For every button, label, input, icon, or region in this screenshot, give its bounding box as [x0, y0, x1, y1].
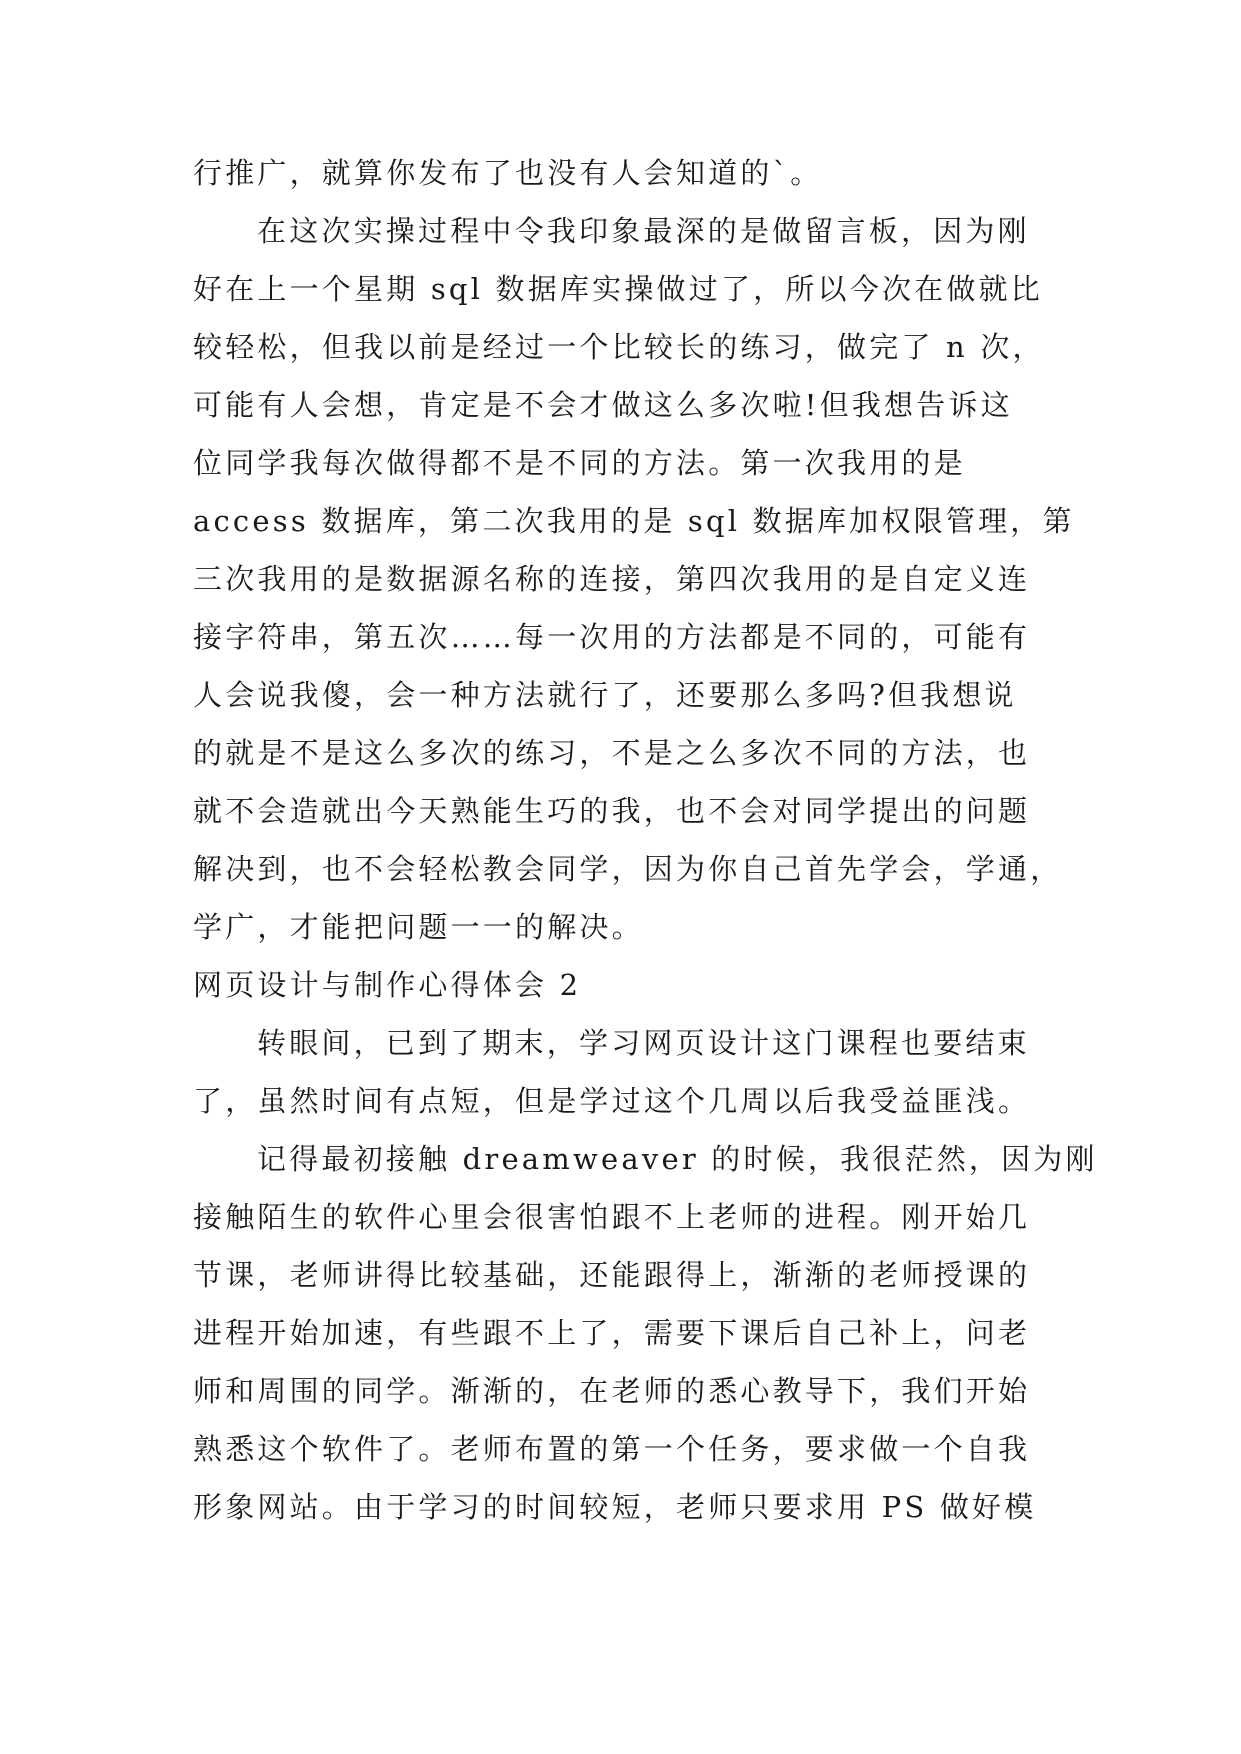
paragraph-line: 好在上一个星期 sql 数据库实操做过了，所以今次在做就比	[193, 272, 1043, 306]
paragraph-line: 学广，才能把问题一一的解决。	[193, 910, 644, 944]
paragraph-line: 师和周围的同学。渐渐的，在老师的悉心教导下，我们开始	[193, 1374, 1031, 1408]
paragraph-line: 在这次实操过程中令我印象最深的是做留言板，因为刚	[257, 214, 1030, 248]
paragraph-line: 转眼间，已到了期末，学习网页设计这门课程也要结束	[257, 1026, 1030, 1060]
paragraph-line: 行推广，就算你发布了也没有人会知道的`。	[193, 156, 823, 190]
paragraph-line: 三次我用的是数据源名称的连接，第四次我用的是自定义连	[193, 562, 1031, 596]
paragraph-line: 熟悉这个软件了。老师布置的第一个任务，要求做一个自我	[193, 1432, 1031, 1466]
paragraph-line: 较轻松，但我以前是经过一个比较长的练习，做完了 n 次，	[193, 330, 1045, 364]
paragraph-line: 了，虽然时间有点短，但是学过这个几周以后我受益匪浅。	[193, 1084, 1031, 1118]
paragraph-line: 就不会造就出今天熟能生巧的我，也不会对同学提出的问题	[193, 794, 1031, 828]
paragraph-line: 接触陌生的软件心里会很害怕跟不上老师的进程。刚开始几	[193, 1200, 1031, 1234]
paragraph-line: 解决到，也不会轻松教会同学，因为你自己首先学会，学通，	[193, 852, 1063, 886]
paragraph-line: 位同学我每次做得都不是不同的方法。第一次我用的是	[193, 446, 966, 480]
paragraph-line: 进程开始加速，有些跟不上了，需要下课后自己补上，问老	[193, 1316, 1031, 1350]
paragraph-line: 形象网站。由于学习的时间较短，老师只要求用 PS 做好模	[193, 1490, 1037, 1524]
section-heading: 网页设计与制作心得体会 2	[193, 968, 582, 1002]
paragraph-line: 接字符串，第五次……每一次用的方法都是不同的，可能有	[193, 620, 1031, 654]
paragraph-line: 记得最初接触 dreamweaver 的时候，我很茫然，因为刚	[257, 1142, 1098, 1176]
paragraph-line: 人会说我傻，会一种方法就行了，还要那么多吗?但我想说	[193, 678, 1017, 712]
paragraph-line: access 数据库，第二次我用的是 sql 数据库加权限管理，第	[193, 504, 1075, 538]
paragraph-line: 节课，老师讲得比较基础，还能跟得上，渐渐的老师授课的	[193, 1258, 1031, 1292]
paragraph-line: 可能有人会想，肯定是不会才做这么多次啦!但我想告诉这	[193, 388, 1013, 422]
paragraph-line: 的就是不是这么多次的练习，不是之么多次不同的方法，也	[193, 736, 1031, 770]
